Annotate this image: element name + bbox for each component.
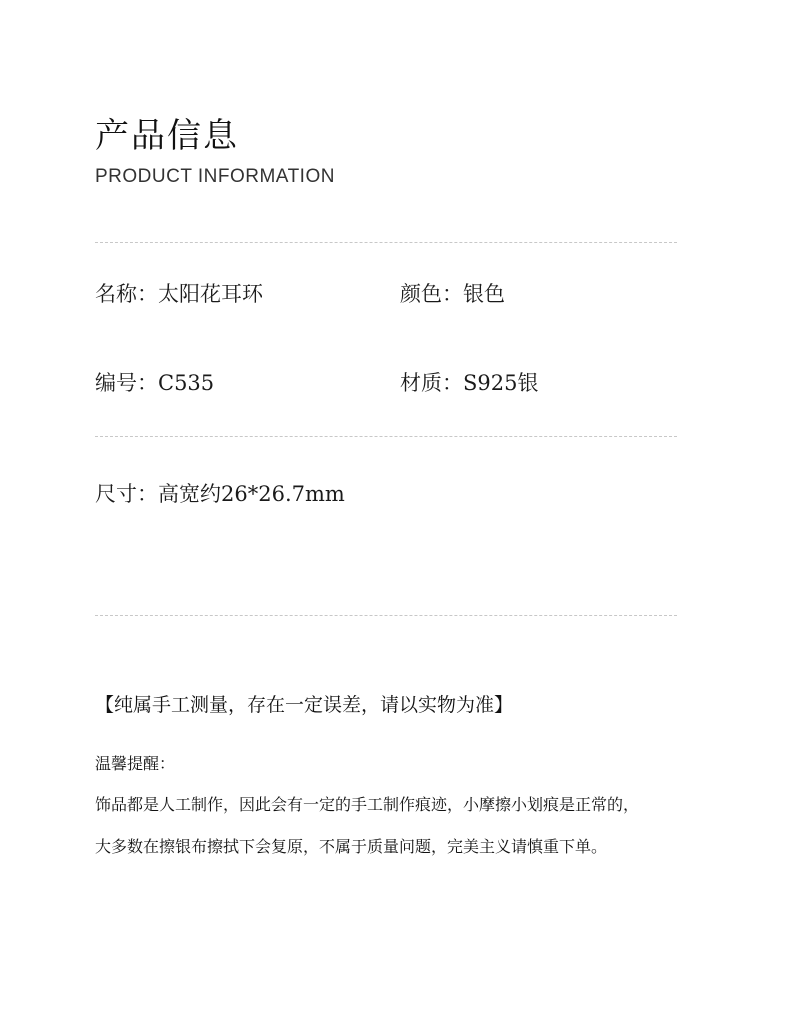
tip-title: 温馨提醒： <box>95 754 176 773</box>
tip-line-2: 大多数在擦银布擦拭下会复原，不属于质量问题，完美主义请慎重下单。 <box>95 837 608 856</box>
product-name: 名称：太阳花耳环 <box>95 282 263 306</box>
divider-1 <box>95 242 677 243</box>
product-material: 材质：S925银 <box>400 371 539 395</box>
product-code: 编号：C535 <box>95 371 215 395</box>
product-color: 颜色：银色 <box>400 282 505 306</box>
divider-2 <box>95 436 677 437</box>
product-size: 尺寸：高宽约26*26.7mm <box>95 482 345 506</box>
tip-line-1: 饰品都是人工制作，因此会有一定的手工制作痕迹，小摩擦小划痕是正常的， <box>95 795 640 814</box>
page-subtitle: PRODUCT INFORMATION <box>95 166 335 187</box>
divider-3 <box>95 615 677 616</box>
page-title: 产品信息 <box>95 116 239 156</box>
measurement-notice: 【纯属手工测量，存在一定误差，请以实物为准】 <box>95 694 514 716</box>
